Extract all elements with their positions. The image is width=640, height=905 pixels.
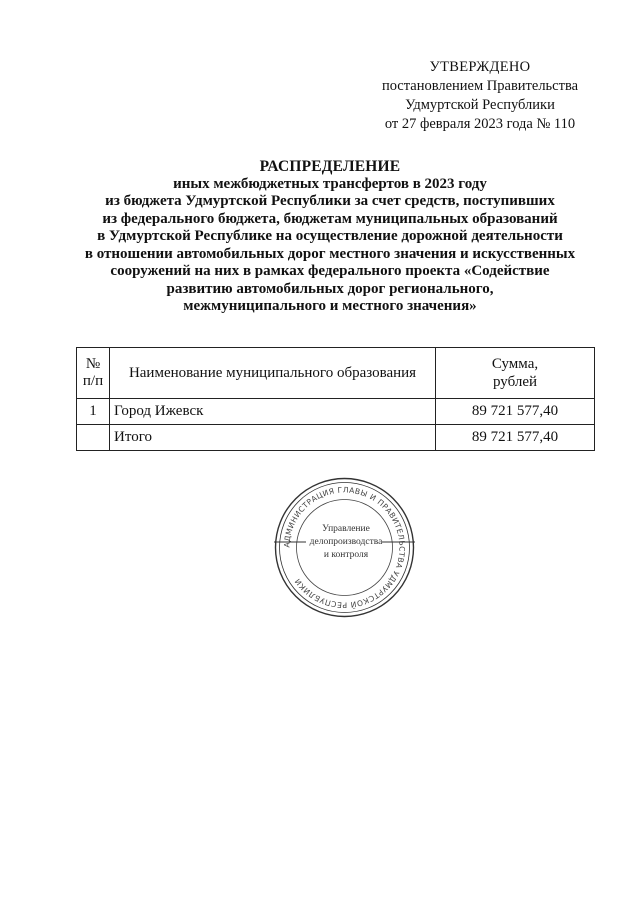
document-title: РАСПРЕДЕЛЕНИЕ [259,158,401,175]
seal-center-line: делопроизводства [309,537,383,547]
seal-center-line: и контроля [323,550,369,560]
header-municipality-name: Наименование муниципального образования [110,348,436,399]
heading-line: межмуниципального и местного значения» [183,298,477,314]
heading-line: сооружений на них в рамках федерального проекта «Содействие [110,263,550,279]
header-amount-label: Сумма, [491,356,539,372]
heading-line: развитию автомобильных дорог регионального, [166,280,494,297]
heading-line: в отношении автомобильных дорог местного значения и искусственных [84,245,576,262]
heading-line: в Удмуртской Республике на осуществление дорожной деятельности [97,228,563,244]
seal-ring-text: АДМИНИСТРАЦИЯ ГЛАВЫ И ПРАВИТЕЛЬСТВА УДМУРТСКОЙ РЕСПУБЛИКИ [282,485,407,610]
header-amount-unit: рублей [492,374,538,390]
approval-line-republic: Удмуртской Республики [405,97,555,113]
seal-text-boundary [297,500,393,596]
approval-line-resolution: постановлением Правительства [381,78,579,94]
heading-line: из федерального бюджета, бюджетам муниципальных образований [102,210,558,227]
row-municipality: Город Ижевск [110,399,436,425]
seal-center-line: Управление [322,524,370,534]
total-label: Итого [110,425,436,451]
heading-line: из бюджета Удмуртской Республики за счет средств, поступивших [105,193,555,209]
heading-line: иных межбюджетных трансфертов в 2023 году [173,175,487,192]
table-header-row [77,348,595,399]
total-amount: 89 721 577,40 [436,425,595,451]
table-total-row [77,425,595,451]
row-number: 1 [77,399,110,425]
header-amount [436,348,595,399]
header-number-abbr: п/п [82,373,104,389]
row-amount: 89 721 577,40 [436,399,595,425]
distribution-table [76,347,595,451]
approval-stamp-block [330,58,630,134]
svg-text:АДМИНИСТРАЦИЯ ГЛАВЫ И ПРАВИТЕЛ [282,485,406,609]
document-heading [40,158,620,316]
approval-title: УТВЕРЖДЕНО [429,59,531,75]
seal-inner-ring [280,483,410,613]
header-number-sign: № [85,356,101,372]
official-seal [272,475,417,620]
table-row [77,399,595,425]
approval-line-date: от 27 февраля 2023 года № 110 [384,116,576,132]
header-number [77,348,110,399]
total-number [77,425,110,451]
